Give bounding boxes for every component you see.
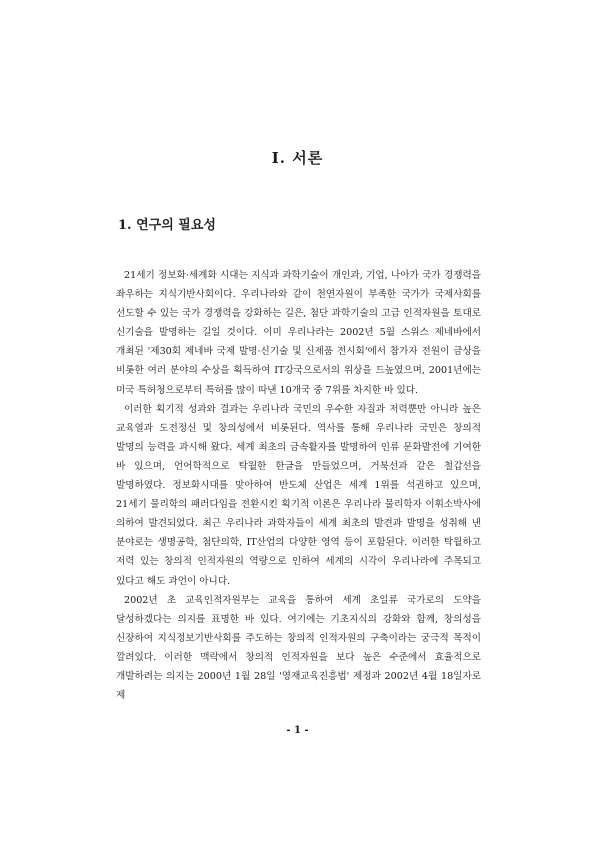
chapter-title: I. 서론	[271, 149, 324, 167]
paragraph-3: 2002년 초 교육인적자원부는 교육을 통하여 세계 초일류 국가로의 도약을 달성하겠다는 의지를 표명한 바 있다. 여기에는 기초지식의 강화와 함께, 창의성을 신장하여 지식정보기반사회를 주도하는 창의적 인적자원의 구축이라는 궁극적 목적이 깔려있다. 이러한 맥락에서 창의적 인적자원을 보다 높은 수준에서 효율적으로 개발하려는 의지는 2000년 1월 28일 '영재교육진흥법' 제정과 2002년 4월 18일자로 제	[116, 594, 481, 702]
page-number: - 1 -	[286, 725, 309, 736]
section-title: 1. 연구의 필요성	[118, 218, 216, 233]
paragraph-1: 21세기 정보화·세계화 시대는 지식과 과학기술이 개인과, 기업, 나아가 국가 경쟁력을 좌우하는 지식기반사회이다. 우리나라와 같이 천연자원이 부족한 국가가 국제사회를 선도할 수 있는 국가 경쟁력을 강화하는 길은, 첨단 과학기술의 고급 인적자원을 토대로 신기술을 발명하는 길일 것이다. 이미 우리나라는 2002년 5월 스위스 제네바에서 개최된 '제30회 제네바 국제 발명·신기술 및 신제품 전시회'에서 참가자 전원이 금상을 비롯한 여러 분야의 수상을 획득하여 IT강국으로서의 위상을 드높였으며, 2001년에는 미국 특허청으로부터 특허를 많이 따낸 10개국 중 7위를 차지한 바 있다.	[116, 270, 481, 396]
paragraph-2: 이러한 획기적 성과와 결과는 우리나라 국민의 우수한 자질과 저력뿐만 아니라 높은 교육열과 도전정신 및 창의성에서 비롯된다. 역사를 통해 우리나라 국민은 창의적 발명의 능력을 과시해 왔다. 세계 최초의 금속활자를 발명하여 인류 문화발전에 기여한 바 있으며, 언어학적으로 탁월한 한글을 만들었으며, 거북선과 같은 철갑선을 발명하였다. 정보화시대를 맞아하여 반도체 산업은 세계 1위를 석권하고 있으며, 21세기 물리학의 패러다임을 전환시킨 획기적 이론은 우리나라 물리학자 이휘소박사에 의하여 발견되었다. 최근 우리나라 과학자들이 세계 최초의 발견과 발명을 성취해 낸 분야로는 생명공학, 첨단의학, IT산업의 다양한 영역 등이 포함된다. 이러한 탁월하고 저력 있는 창의적 인적자원의 역량으로 인하여 세계의 시각이 우리나라에 주목되고 있다고 해도 과언이 아니다.	[116, 403, 481, 587]
body-text	[116, 266, 481, 705]
